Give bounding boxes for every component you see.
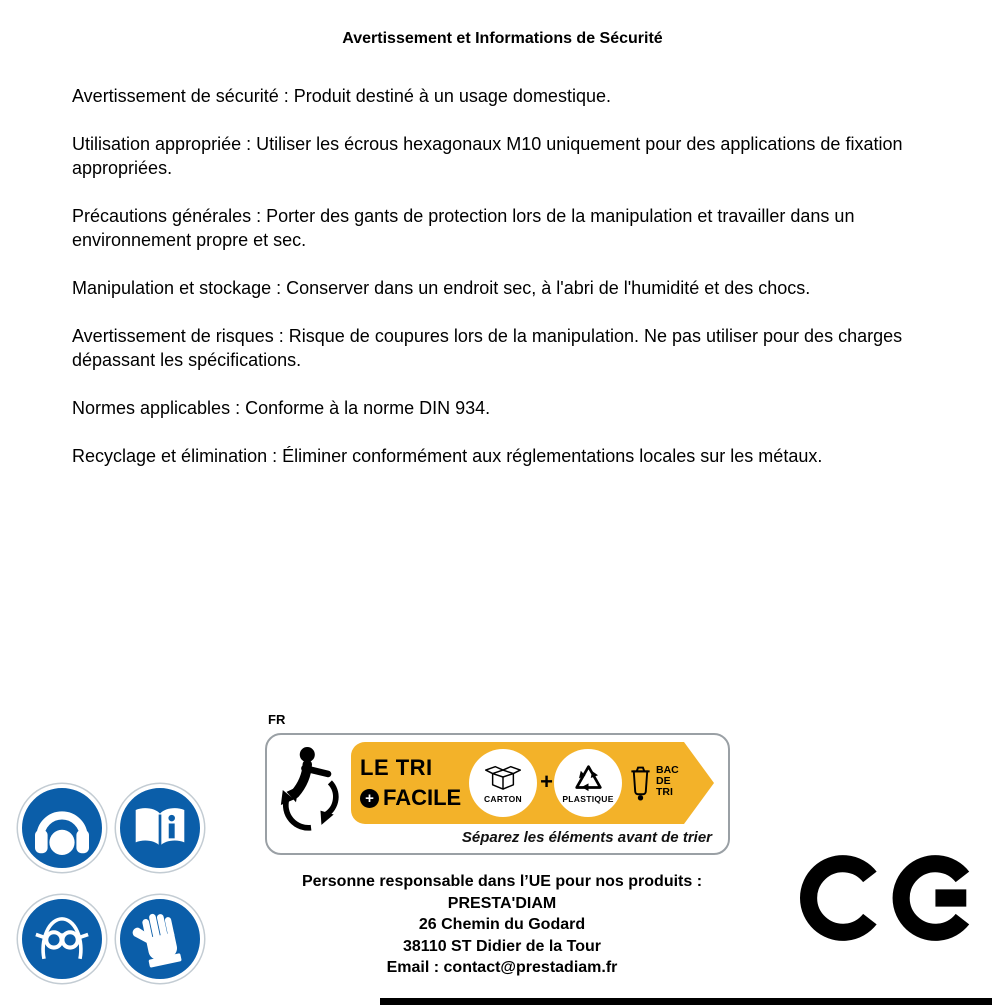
read-manual-sign xyxy=(116,784,204,872)
company-name: PRESTA'DIAM xyxy=(447,894,557,912)
safety-paragraphs xyxy=(72,84,938,492)
protective-gloves-icon xyxy=(124,903,196,975)
sorting-tagline: Séparez les éléments avant de trier xyxy=(461,829,712,846)
read-manual-icon xyxy=(124,792,196,864)
responsible-block xyxy=(252,871,752,979)
paragraph-manipulation-stockage: Manipulation et stockage : Conserver dans un endroit sec, à l'abri de l'humidité et des chocs. xyxy=(72,278,811,298)
ear-protection-sign xyxy=(18,784,106,872)
paragraph-avertissement-securite: Avertissement de sécurité : Produit destiné à un usage domestique. xyxy=(72,86,611,106)
bottom-crop-bar xyxy=(380,998,992,1005)
paragraph-risques: Avertissement de risques : Risque de coupures lors de la manipulation. Ne pas utiliser pour des charges dépassant les spécifications. xyxy=(72,326,903,370)
paragraph-normes: Normes applicables : Conforme à la norme DIN 934. xyxy=(72,398,491,418)
le-tri-text: LE TRI xyxy=(360,755,433,780)
label-arrow-tip xyxy=(684,742,714,824)
paragraph-utilisation: Utilisation appropriée : Utiliser les écrous hexagonaux M10 uniquement pour des applications de fixation appropriées. xyxy=(72,134,903,178)
mandatory-safety-icons xyxy=(18,784,204,983)
materials-plus-separator: + xyxy=(540,769,553,794)
carton-box-icon xyxy=(484,762,522,792)
eye-protection-sign xyxy=(18,895,106,983)
email-line: Email : contact@prestadiam.fr xyxy=(386,959,618,976)
protective-gloves-sign xyxy=(116,895,204,983)
carton-label: CARTON xyxy=(483,794,522,804)
responsible-heading: Personne responsable dans l’UE pour nos produits : xyxy=(301,873,703,890)
plastique-label: PLASTIQUE xyxy=(562,793,614,804)
sorting-instructions-label xyxy=(265,733,730,855)
bac-de-tri-text: BAC DE TRI xyxy=(656,763,679,798)
plus-badge-icon: + xyxy=(360,789,379,808)
paragraph-precautions: Précautions générales : Porter des gants de protection lors de la manipulation et travailler dans un environnement propre et sec. xyxy=(72,206,855,250)
triman-recycling-icon xyxy=(279,743,345,835)
facile-text: FACILE xyxy=(383,785,462,810)
ce-mark-icon xyxy=(800,855,980,941)
address-line-1: 26 Chemin du Godard xyxy=(418,916,586,933)
material-carton xyxy=(469,749,537,817)
sorting-bin-icon xyxy=(628,758,653,804)
paragraph-recyclage: Recyclage et élimination : Éliminer conformément aux réglementations locales sur les métaux. xyxy=(72,446,823,466)
material-plastique xyxy=(554,749,622,817)
recycling-triangle-icon xyxy=(572,763,605,792)
ear-protection-icon xyxy=(26,792,98,864)
address-line-2: 38110 ST Didier de la Tour xyxy=(403,937,601,955)
sorting-label-band xyxy=(351,742,684,824)
eye-protection-icon xyxy=(26,903,98,975)
le-tri-facile-wordmark xyxy=(360,755,461,811)
country-code-label: FR xyxy=(268,712,286,727)
bac-de-tri-group xyxy=(628,758,679,804)
page-title: Avertissement et Informations de Sécurité xyxy=(342,30,663,47)
